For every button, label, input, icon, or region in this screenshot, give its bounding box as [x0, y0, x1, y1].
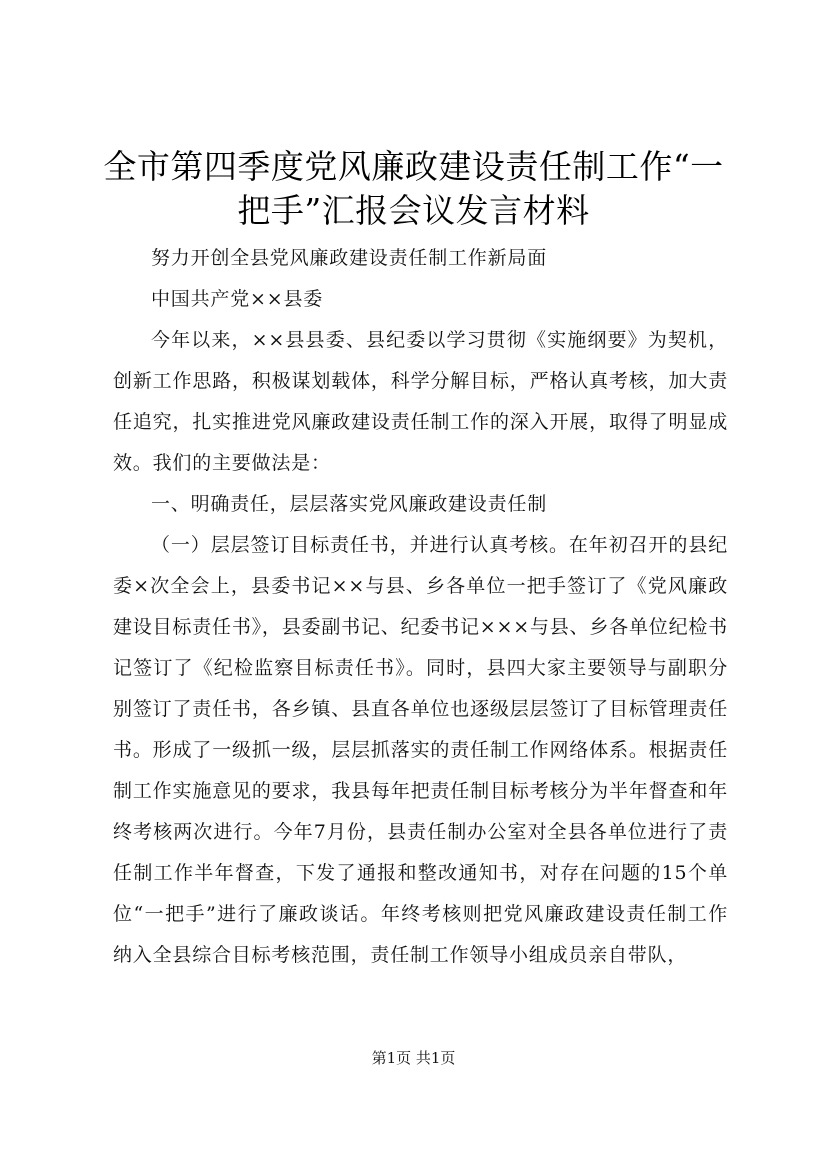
document-title: 全市第四季度党风廉政建设责任制工作“一把手”汇报会议发言材料 — [103, 147, 724, 230]
document-body — [113, 238, 728, 976]
intro-paragraph: 今年以来，××县县委、县纪委以学习贯彻《实施纲要》为契机，创新工作思路，积极谋划载体，科学分解目标，严格认真考核，加大责任追究，扎实推进党风廉政建设责任制工作的深入开展，取得了明显成效。我们的主要做法是： — [113, 329, 728, 474]
body-paragraph: （一）层层签订目标责任书，并进行认真考核。在年初召开的县纪委×次全会上，县委书记××与县、乡各单位一把手签订了《党风廉政建设目标责任书》，县委副书记、纪委书记×××与县、乡各单位纪检书记签订了《纪检监察目标责任书》。同时，县四大家主要领导与副职分别签订了责任书，各乡镇、县直各单位也逐级层层签订了目标管理责任书。形成了一级抓一级，层层抓落实的责任制工作网络体系。根据责任制工作实施意见的要求，我县每年把责任制目标考核分为半年督查和年终考核两次进行。今年7月份，县责任制办公室对全县各单位进行了责任制工作半年督查，下发了通报和整改通知书，对存在问题的15个单位“一把手”进行了廉政谈话。年终考核则把党风廉政建设责任制工作纳入全县综合目标考核范围，责任制工作领导小组成员亲自带队， — [113, 534, 728, 966]
page-number-footer: 第1页 共1页 — [371, 1049, 456, 1067]
subtitle-paragraph: 努力开创全县党风廉政建设责任制工作新局面 — [151, 247, 548, 269]
author-paragraph: 中国共产党××县委 — [151, 288, 324, 310]
section-heading: 一、明确责任，层层落实党风廉政建设责任制 — [151, 493, 548, 515]
